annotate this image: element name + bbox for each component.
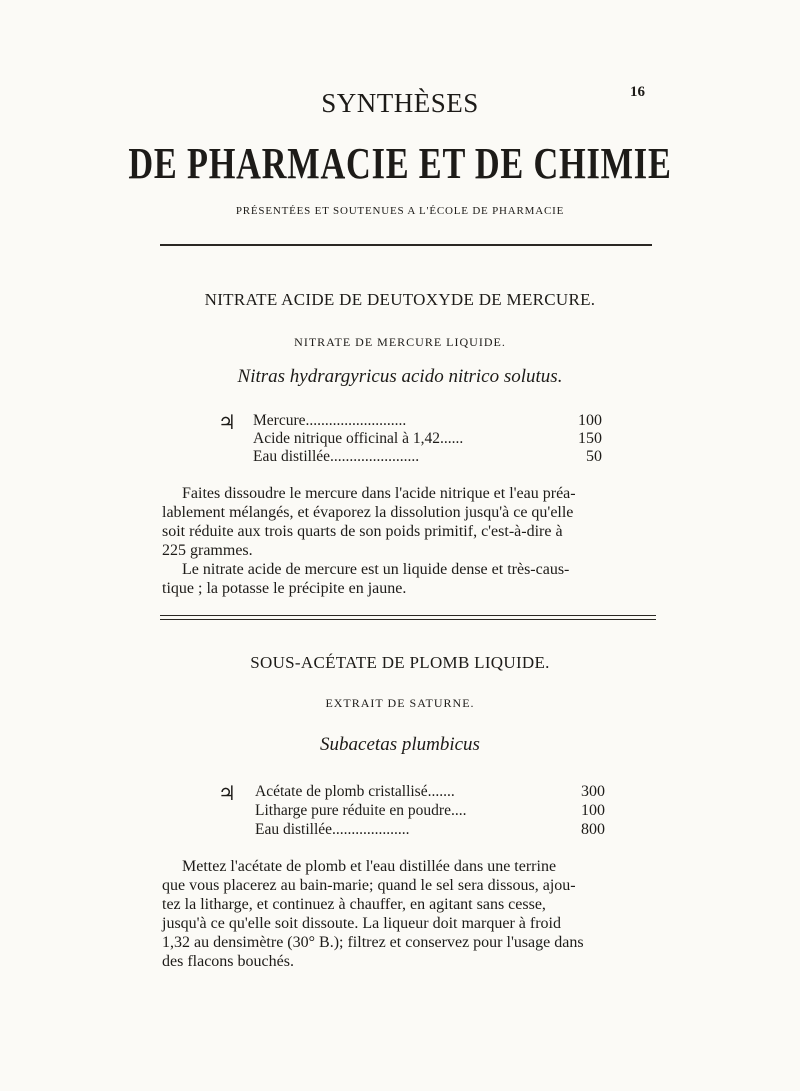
section2-ingredient-name: Litharge pure réduite en poudre.... bbox=[255, 802, 467, 819]
section1-paragraph2 bbox=[162, 560, 658, 598]
section-divider bbox=[160, 615, 656, 616]
section2-paragraph1 bbox=[162, 857, 658, 971]
text-line: 225 grammes. bbox=[162, 542, 253, 559]
text-line: 1,32 au densimètre (30° B.); filtrez et conservez pour l'usage dans bbox=[162, 934, 584, 951]
section1-title: NITRATE ACIDE DE DEUTOXYDE DE MERCURE. bbox=[204, 290, 596, 309]
section1-latin-name: Nitras hydrargyricus acido nitrico solutus. bbox=[237, 366, 563, 387]
section2-recipe-symbol: ♃ bbox=[218, 783, 236, 805]
section2-ingredient-name: Eau distillée.................... bbox=[255, 821, 410, 838]
text-line: jusqu'à ce qu'elle soit dissoute. La liqueur doit marquer à froid bbox=[162, 915, 561, 932]
section1-ingredient-qty: 100 bbox=[578, 412, 602, 429]
text-line: des flacons bouchés. bbox=[162, 953, 294, 970]
section1-ingredient-name: Acide nitrique officinal à 1,42...... bbox=[253, 430, 464, 447]
section-divider bbox=[160, 619, 656, 620]
text-line: tique ; la potasse le précipite en jaune. bbox=[162, 580, 407, 597]
text-line: lablement mélangés, et évaporez la dissolution jusqu'à ce qu'elle bbox=[162, 504, 574, 521]
text-line: que vous placerez au bain-marie; quand le sel sera dissous, ajou- bbox=[162, 877, 576, 894]
page-number: 16 bbox=[630, 84, 645, 100]
section2-subtitle: EXTRAIT DE SATURNE. bbox=[325, 696, 475, 710]
section1-ingredient-name: Eau distillée....................... bbox=[253, 448, 420, 465]
text-line: tez la litharge, et continuez à chauffer, en agitant sans cesse, bbox=[162, 896, 546, 913]
section1-ingredient-qty: 150 bbox=[578, 430, 602, 447]
text-line: soit réduite aux trois quarts de son poids primitif, c'est-à-dire à bbox=[162, 523, 563, 540]
section2-ingredient-name: Acétate de plomb cristallisé....... bbox=[255, 783, 455, 800]
text-line: Faites dissoudre le mercure dans l'acide nitrique et l'eau préa- bbox=[182, 485, 576, 502]
header-title-line2: DE PHARMACIE ET DE CHIMIE bbox=[128, 139, 672, 188]
section2-ingredient-qty: 800 bbox=[581, 821, 605, 838]
text-line: Le nitrate acide de mercure est un liquide dense et très-caus- bbox=[182, 561, 570, 578]
section1-ingredient-name: Mercure.......................... bbox=[253, 412, 407, 429]
section2-ingredient-qty: 300 bbox=[581, 783, 605, 800]
section2-latin-name: Subacetas plumbicus bbox=[320, 734, 480, 755]
section2-ingredient-qty: 100 bbox=[581, 802, 605, 819]
header-subtitle: PRÉSENTÉES ET SOUTENUES A L'ÉCOLE DE PHARMACIE bbox=[235, 205, 565, 217]
header-title-line1: SYNTHÈSES bbox=[321, 88, 479, 118]
text-line: Mettez l'acétate de plomb et l'eau distillée dans une terrine bbox=[182, 858, 557, 875]
section2-title: SOUS-ACÉTATE DE PLOMB LIQUIDE. bbox=[250, 653, 550, 672]
section1-subtitle: NITRATE DE MERCURE LIQUIDE. bbox=[294, 335, 506, 349]
header-rule bbox=[160, 244, 652, 246]
section1-paragraph1 bbox=[162, 484, 658, 560]
section1-ingredient-qty: 50 bbox=[586, 448, 602, 465]
section1-recipe-symbol: ♃ bbox=[218, 412, 236, 434]
